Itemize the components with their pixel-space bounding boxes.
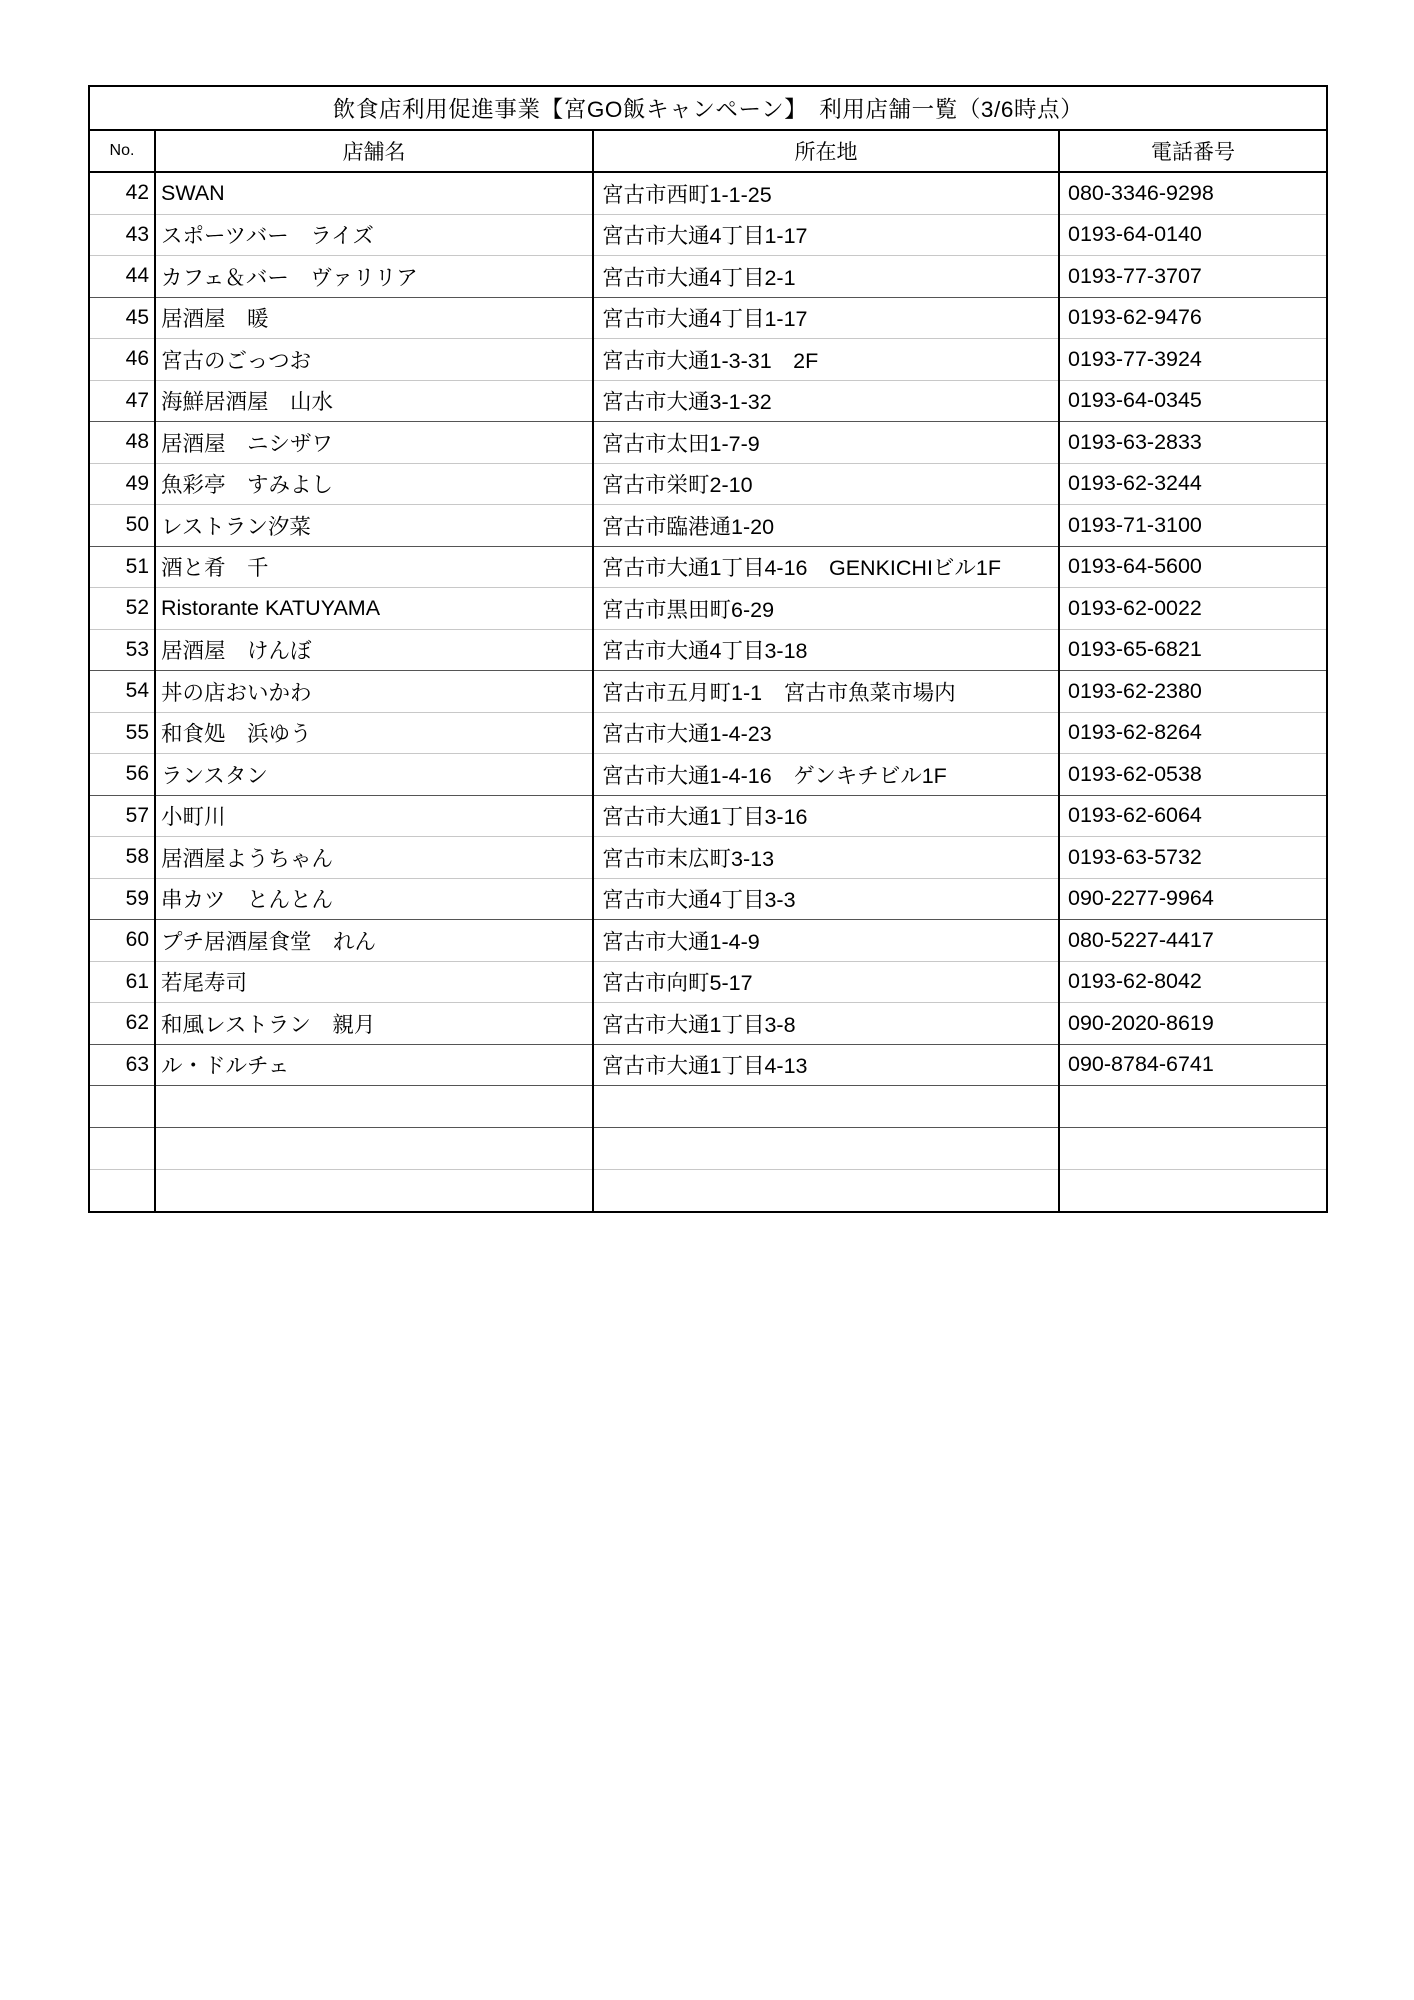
cell-store-name: ランスタン: [155, 754, 593, 796]
table-row: [89, 629, 1327, 671]
table-row: [89, 297, 1327, 339]
cell-store-name: 魚彩亭 すみよし: [155, 463, 593, 505]
cell-phone: 090-8784-6741: [1059, 1044, 1327, 1086]
store-list-table: [88, 85, 1328, 1213]
table-row: [89, 795, 1327, 837]
cell-empty: [89, 1170, 155, 1213]
cell-store-name: SWAN: [155, 172, 593, 214]
cell-no: 61: [89, 961, 155, 1003]
document-title: 飲食店利用促進事業【宮GO飯キャンペーン】 利用店舗一覧（3/6時点）: [89, 86, 1327, 130]
cell-store-name: プチ居酒屋食堂 れん: [155, 920, 593, 962]
cell-no: 47: [89, 380, 155, 422]
cell-address: 宮古市太田1-7-9: [593, 422, 1059, 464]
cell-address: 宮古市末広町3-13: [593, 837, 1059, 879]
cell-phone: 0193-63-2833: [1059, 422, 1327, 464]
cell-empty: [1059, 1170, 1327, 1213]
cell-address: 宮古市大通4丁目1-17: [593, 297, 1059, 339]
table-row: [89, 463, 1327, 505]
column-header-row: [89, 130, 1327, 172]
cell-phone: 0193-62-0538: [1059, 754, 1327, 796]
cell-phone: 0193-77-3707: [1059, 256, 1327, 298]
cell-no: 46: [89, 339, 155, 381]
column-header-no: No.: [89, 130, 155, 172]
cell-store-name: 居酒屋 暖: [155, 297, 593, 339]
cell-address: 宮古市向町5-17: [593, 961, 1059, 1003]
table-row-empty: [89, 1086, 1327, 1128]
cell-store-name: 和食処 浜ゆう: [155, 712, 593, 754]
cell-empty: [593, 1170, 1059, 1213]
column-header-store-name: 店舗名: [155, 130, 593, 172]
cell-empty: [155, 1170, 593, 1213]
cell-address: 宮古市黒田町6-29: [593, 588, 1059, 630]
table-row: [89, 546, 1327, 588]
cell-phone: 0193-62-8264: [1059, 712, 1327, 754]
cell-store-name: 若尾寿司: [155, 961, 593, 1003]
cell-address: 宮古市大通1-3-31 2F: [593, 339, 1059, 381]
cell-store-name: Ristorante KATUYAMA: [155, 588, 593, 630]
cell-phone: 0193-64-0140: [1059, 214, 1327, 256]
cell-phone: 0193-62-3244: [1059, 463, 1327, 505]
cell-no: 60: [89, 920, 155, 962]
cell-address: 宮古市臨港通1-20: [593, 505, 1059, 547]
cell-address: 宮古市大通4丁目3-18: [593, 629, 1059, 671]
cell-phone: 0193-65-6821: [1059, 629, 1327, 671]
table-row: [89, 422, 1327, 464]
cell-store-name: スポーツバー ライズ: [155, 214, 593, 256]
cell-no: 52: [89, 588, 155, 630]
cell-empty: [155, 1128, 593, 1170]
table-row: [89, 837, 1327, 879]
table-row: [89, 920, 1327, 962]
cell-phone: 0193-77-3924: [1059, 339, 1327, 381]
table-row: [89, 712, 1327, 754]
cell-no: 56: [89, 754, 155, 796]
cell-phone: 0193-62-2380: [1059, 671, 1327, 713]
cell-store-name: 酒と肴 千: [155, 546, 593, 588]
cell-store-name: ル・ドルチェ: [155, 1044, 593, 1086]
cell-phone: 0193-71-3100: [1059, 505, 1327, 547]
column-header-phone: 電話番号: [1059, 130, 1327, 172]
cell-no: 58: [89, 837, 155, 879]
cell-store-name: 和風レストラン 親月: [155, 1003, 593, 1045]
cell-no: 50: [89, 505, 155, 547]
cell-phone: 080-3346-9298: [1059, 172, 1327, 214]
cell-no: 42: [89, 172, 155, 214]
cell-phone: 0193-64-0345: [1059, 380, 1327, 422]
cell-address: 宮古市大通1丁目4-13: [593, 1044, 1059, 1086]
cell-no: 62: [89, 1003, 155, 1045]
cell-store-name: 丼の店おいかわ: [155, 671, 593, 713]
cell-phone: 0193-62-8042: [1059, 961, 1327, 1003]
cell-no: 54: [89, 671, 155, 713]
cell-address: 宮古市大通4丁目2-1: [593, 256, 1059, 298]
cell-address: 宮古市大通1-4-23: [593, 712, 1059, 754]
table-row: [89, 1003, 1327, 1045]
cell-store-name: 小町川: [155, 795, 593, 837]
cell-address: 宮古市大通3-1-32: [593, 380, 1059, 422]
store-rows-body: [89, 172, 1327, 1212]
cell-no: 59: [89, 878, 155, 920]
cell-phone: 0193-64-5600: [1059, 546, 1327, 588]
table-row: [89, 172, 1327, 214]
table-row: [89, 214, 1327, 256]
cell-no: 51: [89, 546, 155, 588]
table-row-empty: [89, 1170, 1327, 1213]
cell-address: 宮古市大通1丁目3-8: [593, 1003, 1059, 1045]
cell-empty: [89, 1086, 155, 1128]
cell-no: 53: [89, 629, 155, 671]
cell-address: 宮古市大通4丁目1-17: [593, 214, 1059, 256]
cell-phone: 0193-62-0022: [1059, 588, 1327, 630]
cell-no: 57: [89, 795, 155, 837]
cell-address: 宮古市栄町2-10: [593, 463, 1059, 505]
cell-address: 宮古市大通1-4-9: [593, 920, 1059, 962]
cell-no: 44: [89, 256, 155, 298]
cell-empty: [593, 1128, 1059, 1170]
column-header-address: 所在地: [593, 130, 1059, 172]
cell-no: 63: [89, 1044, 155, 1086]
cell-store-name: レストラン汐菜: [155, 505, 593, 547]
cell-empty: [155, 1086, 593, 1128]
cell-empty: [1059, 1086, 1327, 1128]
cell-store-name: 海鮮居酒屋 山水: [155, 380, 593, 422]
cell-phone: 090-2277-9964: [1059, 878, 1327, 920]
table-row: [89, 339, 1327, 381]
cell-empty: [1059, 1128, 1327, 1170]
table-row: [89, 671, 1327, 713]
cell-store-name: 串カツ とんとん: [155, 878, 593, 920]
table-row: [89, 1044, 1327, 1086]
title-row: [89, 86, 1327, 130]
cell-no: 43: [89, 214, 155, 256]
cell-no: 45: [89, 297, 155, 339]
cell-store-name: 宮古のごっつお: [155, 339, 593, 381]
table-row: [89, 961, 1327, 1003]
table-row-empty: [89, 1128, 1327, 1170]
cell-phone: 090-2020-8619: [1059, 1003, 1327, 1045]
cell-store-name: カフェ＆バー ヴァリリア: [155, 256, 593, 298]
table-row: [89, 878, 1327, 920]
cell-phone: 0193-62-9476: [1059, 297, 1327, 339]
cell-no: 55: [89, 712, 155, 754]
cell-empty: [593, 1086, 1059, 1128]
table-row: [89, 588, 1327, 630]
cell-store-name: 居酒屋ようちゃん: [155, 837, 593, 879]
cell-address: 宮古市大通1丁目4-16 GENKICHIビル1F: [593, 546, 1059, 588]
cell-address: 宮古市五月町1-1 宮古市魚菜市場内: [593, 671, 1059, 713]
cell-no: 48: [89, 422, 155, 464]
table-row: [89, 380, 1327, 422]
cell-address: 宮古市大通1丁目3-16: [593, 795, 1059, 837]
cell-address: 宮古市西町1-1-25: [593, 172, 1059, 214]
cell-store-name: 居酒屋 けんぼ: [155, 629, 593, 671]
table-row: [89, 754, 1327, 796]
cell-empty: [89, 1128, 155, 1170]
store-list-sheet: [88, 85, 1326, 1213]
cell-no: 49: [89, 463, 155, 505]
cell-address: 宮古市大通4丁目3-3: [593, 878, 1059, 920]
table-row: [89, 505, 1327, 547]
cell-phone: 0193-63-5732: [1059, 837, 1327, 879]
cell-phone: 0193-62-6064: [1059, 795, 1327, 837]
table-body: [89, 86, 1327, 172]
table-row: [89, 256, 1327, 298]
cell-address: 宮古市大通1-4-16 ゲンキチビル1F: [593, 754, 1059, 796]
cell-phone: 080-5227-4417: [1059, 920, 1327, 962]
cell-store-name: 居酒屋 ニシザワ: [155, 422, 593, 464]
